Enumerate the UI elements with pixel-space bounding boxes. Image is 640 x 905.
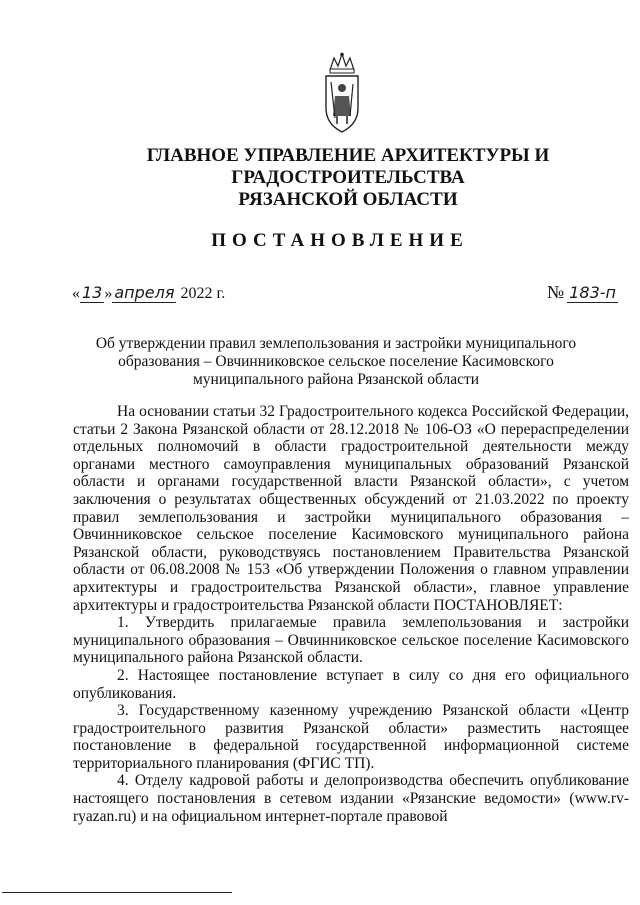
title-line2: образования – Овчинниковское сельское поселение Касимовского xyxy=(118,353,554,370)
document-number xyxy=(547,282,618,303)
paragraph-item-1: 1. Утвердить прилагаемые правила землепользования и застройки муниципального образования – Овчинниковское сельское поселение Касимовского муниципального района Рязанской области. xyxy=(73,614,629,667)
footnote-divider xyxy=(2,892,232,893)
document-body xyxy=(73,403,629,825)
date-open-quote: « xyxy=(72,285,80,302)
coat-of-arms-icon xyxy=(320,52,364,136)
date-year: 2022 г. xyxy=(180,285,226,302)
number-value: 183-п xyxy=(569,283,616,302)
date-close-quote: » xyxy=(104,285,113,302)
paragraph-item-4: 4. Отделу кадровой работы и делопроизводства обеспечить опубликование настоящего постановления в сетевом издании «Рязанские ведомости» (www.rv-ryazan.ru) и на официальном интернет-портале правовой xyxy=(73,772,629,825)
paragraph-item-2: 2. Настоящее постановление вступает в силу со дня его официального опубликования. xyxy=(73,666,629,702)
document-date xyxy=(72,283,225,303)
organization-name-line1: ГЛАВНОЕ УПРАВЛЕНИЕ АРХИТЕКТУРЫ И ГРАДОСТРОИТЕЛЬСТВА xyxy=(146,145,550,188)
paragraph-item-3: 3. Государственному казенному учреждению Рязанской области «Центр градостроительного развития Рязанской области» разместить настоящее постановление в федеральной государственной информационной системе территориального планирования (ФГИС ТП). xyxy=(73,702,629,772)
document-type: ПОСТАНОВЛЕНИЕ xyxy=(211,230,469,251)
organization-name-line2: РЯЗАНСКОЙ ОБЛАСТИ xyxy=(238,189,458,210)
date-day: 13 xyxy=(82,283,103,302)
document-title xyxy=(86,335,586,389)
organization-name xyxy=(78,145,618,211)
date-month: апреля xyxy=(114,283,175,302)
title-line3: муниципального района Рязанской области xyxy=(192,371,480,388)
paragraph-preamble: На основании статьи 32 Градостроительного кодекса Российской Федерации, статьи 2 Закона Рязанской области от 28.12.2018 № 106-ОЗ «О перераспределении отдельных полномочий в области градостроительной деятельности между органами местного самоуправления муниципальных образований Рязанской области и органами государственной власти Рязанской области», с учетом заключения о результатах общественных обсуждений от 21.03.2022 по проекту правил землепользования и застройки муниципального образования – Овчинниковское сельское поселение Касимовского муниципального района Рязанской области, руководствуясь постановлением Правительства Рязанской области от 06.08.2008 № 153 «Об утверждении Положения о главном управлении архитектуры и градостроительства Рязанской области», главное управление архитектуры и градостроительства Рязанской области ПОСТАНОВЛЯЕТ: xyxy=(73,403,629,614)
number-sign: № xyxy=(547,282,565,302)
title-line1: Об утверждении правил землепользования и застройки муниципального xyxy=(95,335,577,352)
